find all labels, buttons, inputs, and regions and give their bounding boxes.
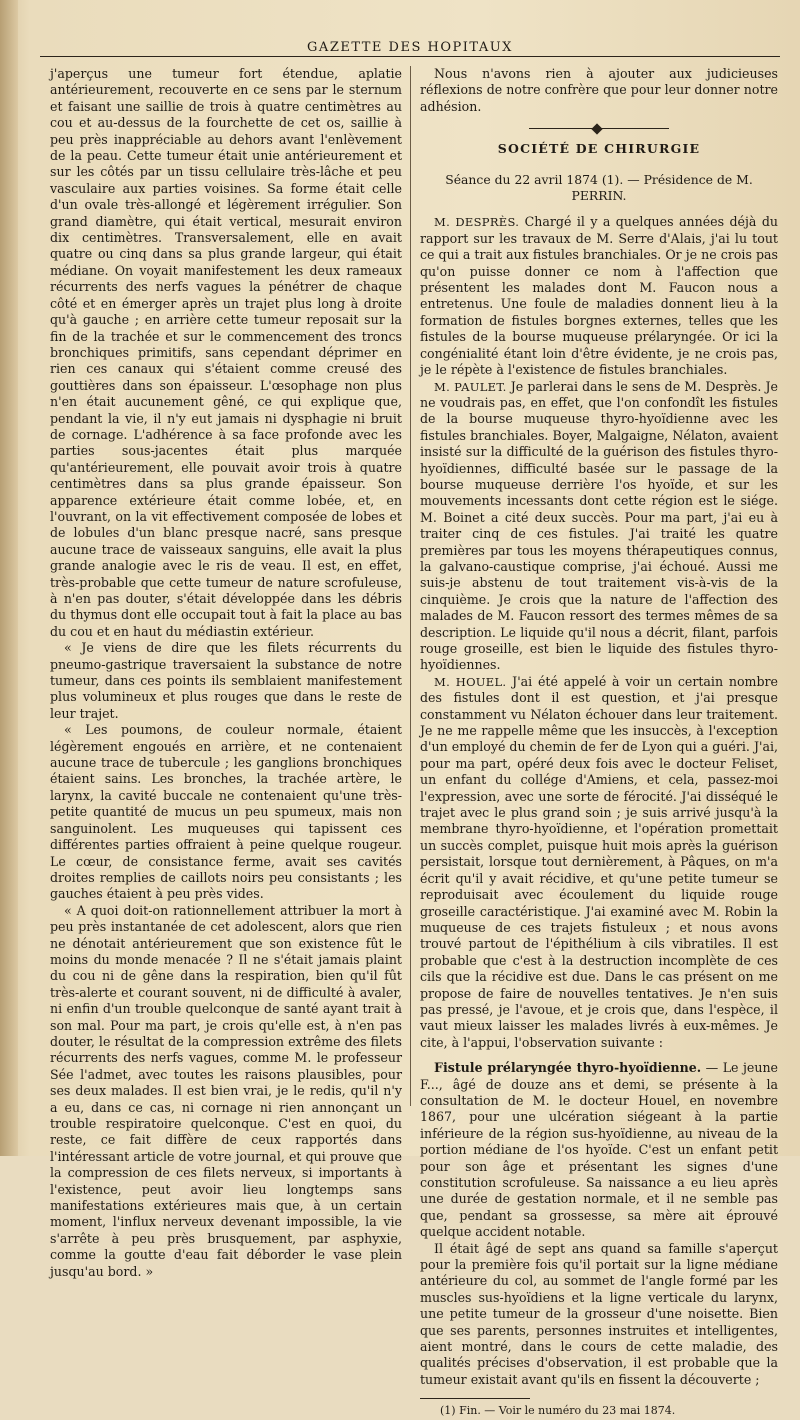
footnote: (1) Fin. — Voir le numéro du 23 mai 1874. (440, 1404, 676, 1418)
right-column (420, 66, 778, 1420)
speaker-text: Chargé il y a quelques années déjà du rapport sur les travaux de M. Serre d'Alais, j'ai lu tout ce qui a trait aux fistules branchiales. Or je ne crois pas qu'on puisse donner ce nom à l'affection que présentent les malades dont M. Faucon nous a entretenus. Une foule de maladies donnent lieu à la formation de fistules borgnes externes, telles que les fistules de la bourse muqueuse prélaryngée. Or ici la congénialité étant loin d'être évidente, je ne crois pas, je le répète à l'existence de fistules branchiales. (420, 214, 779, 378)
page-header (40, 36, 780, 55)
editorial-note: Nous n'avons rien à ajouter aux judicieuses réflexions de notre confrère que pour leur donner notre adhésion. (420, 66, 778, 114)
speaker-name: M. PAULET. (434, 379, 507, 394)
journal-title: GAZETTE DES HOPITAUX (307, 40, 513, 55)
session-line: Séance du 22 avril 1874 (1). — Présidence de M. PERRIN. (445, 171, 753, 204)
footnote-rule (420, 1398, 530, 1399)
speaker-name: M. DESPRÈS. (434, 215, 520, 230)
case-paragraph-continued: Il était âgé de sept ans quand sa famille s'aperçut pour la première fois qu'il portait sur la ligne médiane antérieure du col, au sommet de l'angle formé par les muscles sus-hyoïdiens et la ligne verticale du larynx, une petite tumeur de la grosseur d'une noisette. Bien que ses parents, personnes instruites et intelligentes, aient montré, dans le cours de cette maladie, des qualités précises d'observation, il est probable que la tumeur existait avant qu'ils en fissent la découverte ; (420, 1240, 778, 1387)
left-paragraph: j'aperçus une tumeur fort étendue, aplatie antérieurement, recouverte en ce sens par le sternum et faisant une saillie de trois à quatre centimètres au cou et au-dessus de la fourchette de cet os, saillie à peu près inappréciable au dehors avant l'enlèvement de la peau. Cette tumeur était unie antérieurement et sur les côtés par un tissu cellulaire très-lâche et peu vasculaire aux parties voisines. Sa forme était celle d'un ovale très-allongé et légèrement irrégulier. Son grand diamètre, qui était vertical, mesurait environ dix centimètres. Transversalement, elle en avait quatre ou cinq dans sa plus grande largeur, qui était médiane. On voyait manifestement les deux rameaux récurrents des nerfs vagues la pénétrer de chaque côté et en émerger après un trajet plus long à droite qu'à gauche ; en arrière cette tumeur reposait sur la fin de la trachée et sur le commencement des troncs bronchiques primitifs, sans cependant déprimer en rien ces canaux qui s'étaient comme creusé des gouttières dans son épaisseur. L'œsophage non plus n'en était aucunement gêné, ce qui explique que, pendant la vie, il n'y eut jamais ni dysphagie ni bruit de cornage. L'adhérence à sa face profonde avec les parties sous-jacentes était plus marquée qu'antérieurement, elle pouvait avoir trois à quatre centimètres dans sa plus grande épaisseur. Son apparence extérieure était comme lobée, et, en l'ouvrant, on la vit effectivement composée de lobes et de lobules d'un blanc presque nacré, sans presque aucune trace de vaisseaux sanguins, elle avait la plus grande analogie avec le ris de veau. Il est, en effet, très-probable que cette tumeur de nature scrofuleuse, à n'en pas douter, s'était développée dans les débris du thymus dont elle occupait tout à fait la place au bas du cou et en haut du médiastin extérieur. (50, 66, 402, 639)
header-rule (40, 56, 780, 57)
left-paragraph: « Je viens de dire que les filets récurrents du pneumo-gastrique traversaient la substance de notre tumeur, dans ces points ils semblaient manifestement plus volumineux et plus rouges que dans le reste de leur trajet. (50, 640, 402, 721)
column-divider (410, 66, 411, 1106)
case-title: Fistule prélaryngée thyro-hyoïdienne. (434, 1060, 702, 1076)
speaker-paragraph (420, 214, 778, 378)
section-title: SOCIÉTÉ DE CHIRURGIE (497, 141, 701, 157)
case-text: — Le jeune F..., âgé de douze ans et demi, se présente à la consultation de M. le docteur Houel, en novembre 1867, pour une ulcération siégeant à la partie inférieure de la région sus-hyoïdienne, au niveau de la portion médiane de l'os hyoïde. C'est un enfant petit pour son âge et présentant les signes d'une constitution scrofuleuse. Sa naissance a eu lieu après une durée de gestation normale, et il ne semble pas que, pendant sa grossesse, sa mère ait éprouvé quelque accident notable. (420, 1060, 779, 1240)
speaker-paragraph (420, 379, 778, 674)
case-paragraph (420, 1060, 778, 1240)
speaker-name: M. HOUEL. (434, 674, 507, 689)
left-paragraph: « Les poumons, de couleur normale, étaient légèrement engoués en arrière, et ne contenaient aucune trace de tubercule ; les ganglions bronchiques étaient sains. Les bronches, la trachée artère, le larynx, la cavité buccale ne contenaient qu'une très-petite quantité de mucus un peu spumeux, mais non sanguinolent. Les muqueuses qui tapissent ces différentes parties offraient à peine quelque rougeur. Le cœur, de consistance ferme, avait ses cavités droites remplies de caillots noirs peu consistants ; les gauches étaient à peu près vides. (50, 722, 402, 902)
speaker-paragraph (420, 674, 778, 1051)
left-paragraph: « A quoi doit-on rationnellement attribuer la mort à peu près instantanée de cet adolescent, alors que rien ne dénotait antérieurement que son existence fût le moins du monde menacée ? Il ne s'était jamais plaint du cou ni de gêne dans la respiration, bien qu'il fût très-alerte et courant souvent, ni de difficulté à avaler, ni enfin d'un trouble quelconque de santé ayant trait à son mal. Pour ma part, je crois qu'elle est, à n'en pas douter, le résultat de la compression extrême des filets récurrents des nerfs vagues, comme M. le professeur Sée l'admet, avec toutes les raisons plausibles, pour ses deux malades. Il est bien vrai, je le redis, qu'il n'y a eu, dans ce cas, ni cornage ni rien annonçant un trouble respiratoire quelconque. C'est en quoi, du reste, ce fait diffère de ceux rapportés dans l'intéressant article de votre journal, et qui prouve que la compression de ces filets nerveux, si importants à l'existence, peut avoir lieu longtemps sans manifestations extérieures mais que, à un certain moment, l'influx nerveux devenant impossible, la vie s'arrête à peu près brusquement, par asphyxie, comme la goutte d'eau fait déborder le vase plein jusqu'au bord. » (50, 902, 402, 1279)
speaker-text: Je parlerai dans le sens de M. Desprès. Je ne voudrais pas, en effet, que l'on confondît les fistules de la bourse muqueuse thyro-hyoïdienne avec les fistules branchiales. Boyer, Malgaigne, Nélaton, avaient insisté sur la difficulté de la guérison des fistules thyro-hyoïdiennes, difficulté basée sur le passage de la bourse muqueuse derrière l'os hyoïde, et sur les mouvements incessants dont cette région est le siége. M. Boinet a cité deux succès. Pour ma part, j'ai eu à traiter cinq de ces fistules. J'ai traité les quatre premières par tous les moyens thérapeutiques connus, la galvano-caustique comprise, j'ai échoué. Aussi me suis-je abstenu de tout traitement vis-à-vis de la cinquième. Je crois que la nature de l'affection des malades de M. Faucon ressort des termes mêmes de sa description. Le liquide qu'il nous a décrit, filant, parfois rouge groseille, est bien le liquide des fistules thyro-hyoïdiennes. (420, 378, 779, 673)
left-column (50, 66, 402, 1280)
speaker-text: J'ai été appelé à voir un certain nombre des fistules dont il est question, et j'ai presque constamment vu Nélaton échouer dans leur traitement. Je ne me rappelle même que les insuccès, à l'exception d'un employé du chemin de fer de Lyon qui a guéri. J'ai, pour ma part, opéré deux fois avec le docteur Feliset, un enfant du collége d'Amiens, et cela, passez-moi l'expression, avec une sorte de férocité. J'ai disséqué le trajet avec le plus grand soin ; je suis arrivé jusqu'à la membrane thyro-hyoïdienne, et l'opération promettait un succès complet, puisque huit mois après la guérison persistait, lorsque tout dernièrement, à Pâques, on m'a écrit qu'il y avait récidive, et qu'une petite tumeur se reproduisait avec écoulement du liquide rouge groseille caractéristique. J'ai examiné avec M. Robin la muqueuse de ces trajets fistuleux ; et nous avons trouvé partout de l'épithélium à cils vibratiles. Il est probable que c'est à la destruction incomplète de ces cils que la récidive est due. Dans le cas présent on me propose de faire de nouvelles tentatives. Je n'en suis pas pressé, je l'avoue, et je crois que, dans l'espèce, il vaut mieux laisser les malades livrés à eux-mêmes. Je cite, à l'appui, l'observation suivante : (420, 673, 778, 1050)
section-ornament (529, 125, 669, 133)
page-spine-shadow (0, 0, 18, 1156)
